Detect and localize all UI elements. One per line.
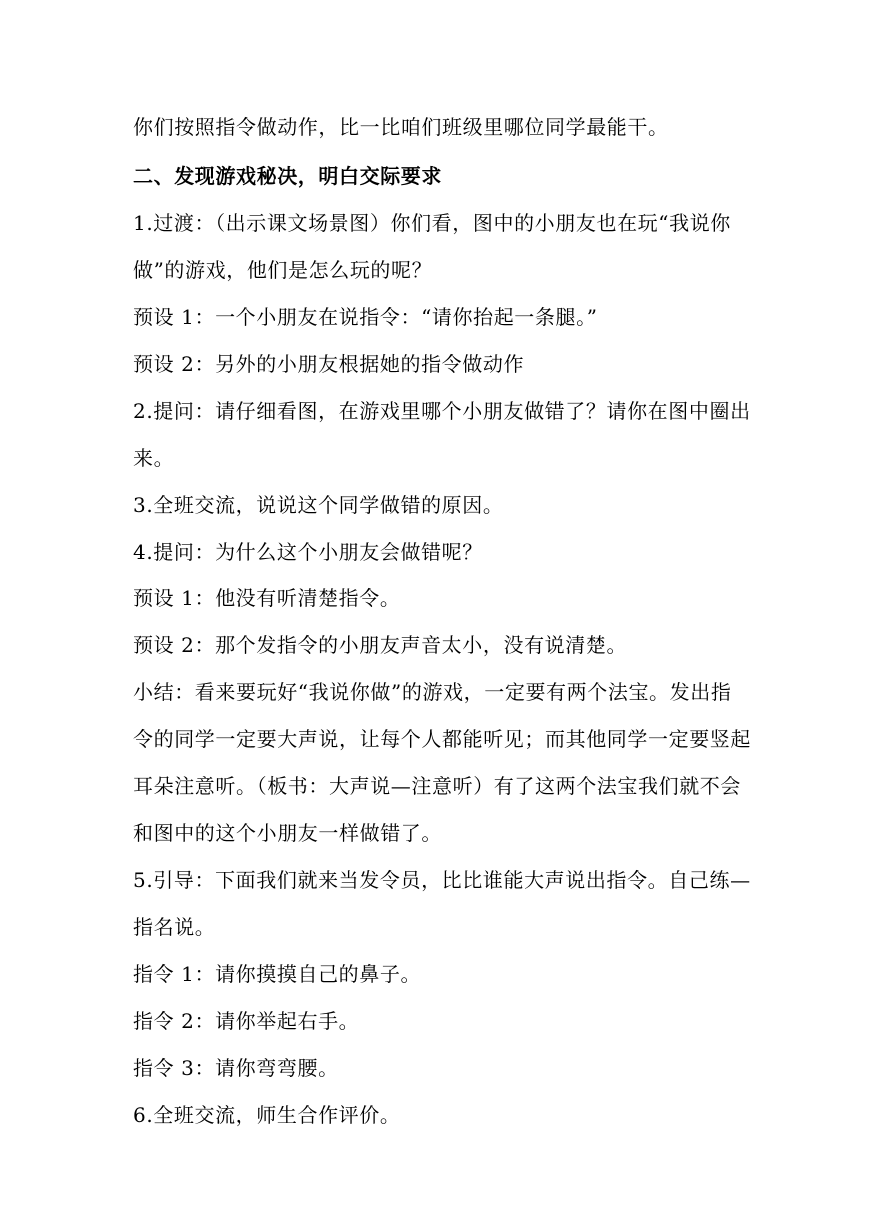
- paragraph-line: 你们按照指令做动作，比一比咱们班级里哪位同学最能干。: [133, 115, 669, 139]
- paragraph-line: 指令 1：请你摸摸自己的鼻子。: [133, 962, 422, 986]
- paragraph-line: 3.全班交流，说说这个同学做错的原因。: [133, 493, 504, 517]
- paragraph-line: 4.提问：为什么这个小朋友会做错呢？: [133, 540, 483, 564]
- paragraph-line: 预设 2：那个发指令的小朋友声音太小，没有说清楚。: [133, 633, 628, 657]
- paragraph-line: 耳朵注意听。（板书：大声说—注意听）有了这两个法宝我们就不会: [133, 774, 741, 798]
- paragraph-line: 指名说。: [133, 915, 216, 939]
- paragraph-line: 预设 1：他没有听清楚指令。: [133, 586, 401, 610]
- paragraph-line: 5.引导：下面我们就来当发令员，比比谁能大声说出指令。自己练—: [133, 868, 751, 892]
- paragraph-line: 6.全班交流，师生合作评价。: [133, 1103, 401, 1127]
- paragraph-line: 2.提问：请仔细看图，在游戏里哪个小朋友做错了？请你在图中圈出: [133, 399, 751, 423]
- paragraph-line: 来。: [133, 446, 175, 470]
- paragraph-line: 和图中的这个小朋友一样做错了。: [133, 821, 442, 845]
- paragraph-line: 预设 1：一个小朋友在说指令：“请你抬起一条腿。”: [133, 305, 598, 329]
- paragraph-line: 做”的游戏，他们是怎么玩的呢？: [133, 258, 433, 282]
- paragraph-line: 1.过渡：（出示课文场景图）你们看，图中的小朋友也在玩“我说你: [133, 211, 731, 235]
- paragraph-line: 预设 2：另外的小朋友根据她的指令做动作: [133, 352, 525, 376]
- paragraph-line: 令的同学一定要大声说，让每个人都能听见；而其他同学一定要竖起: [133, 727, 751, 751]
- paragraph-line: 小结：看来要玩好“我说你做”的游戏，一定要有两个法宝。发出指: [133, 680, 732, 704]
- paragraph-line: 指令 3：请你弯弯腰。: [133, 1056, 339, 1080]
- paragraph-line: 指令 2：请你举起右手。: [133, 1009, 360, 1033]
- section-heading: 二、发现游戏秘决，明白交际要求: [133, 164, 442, 188]
